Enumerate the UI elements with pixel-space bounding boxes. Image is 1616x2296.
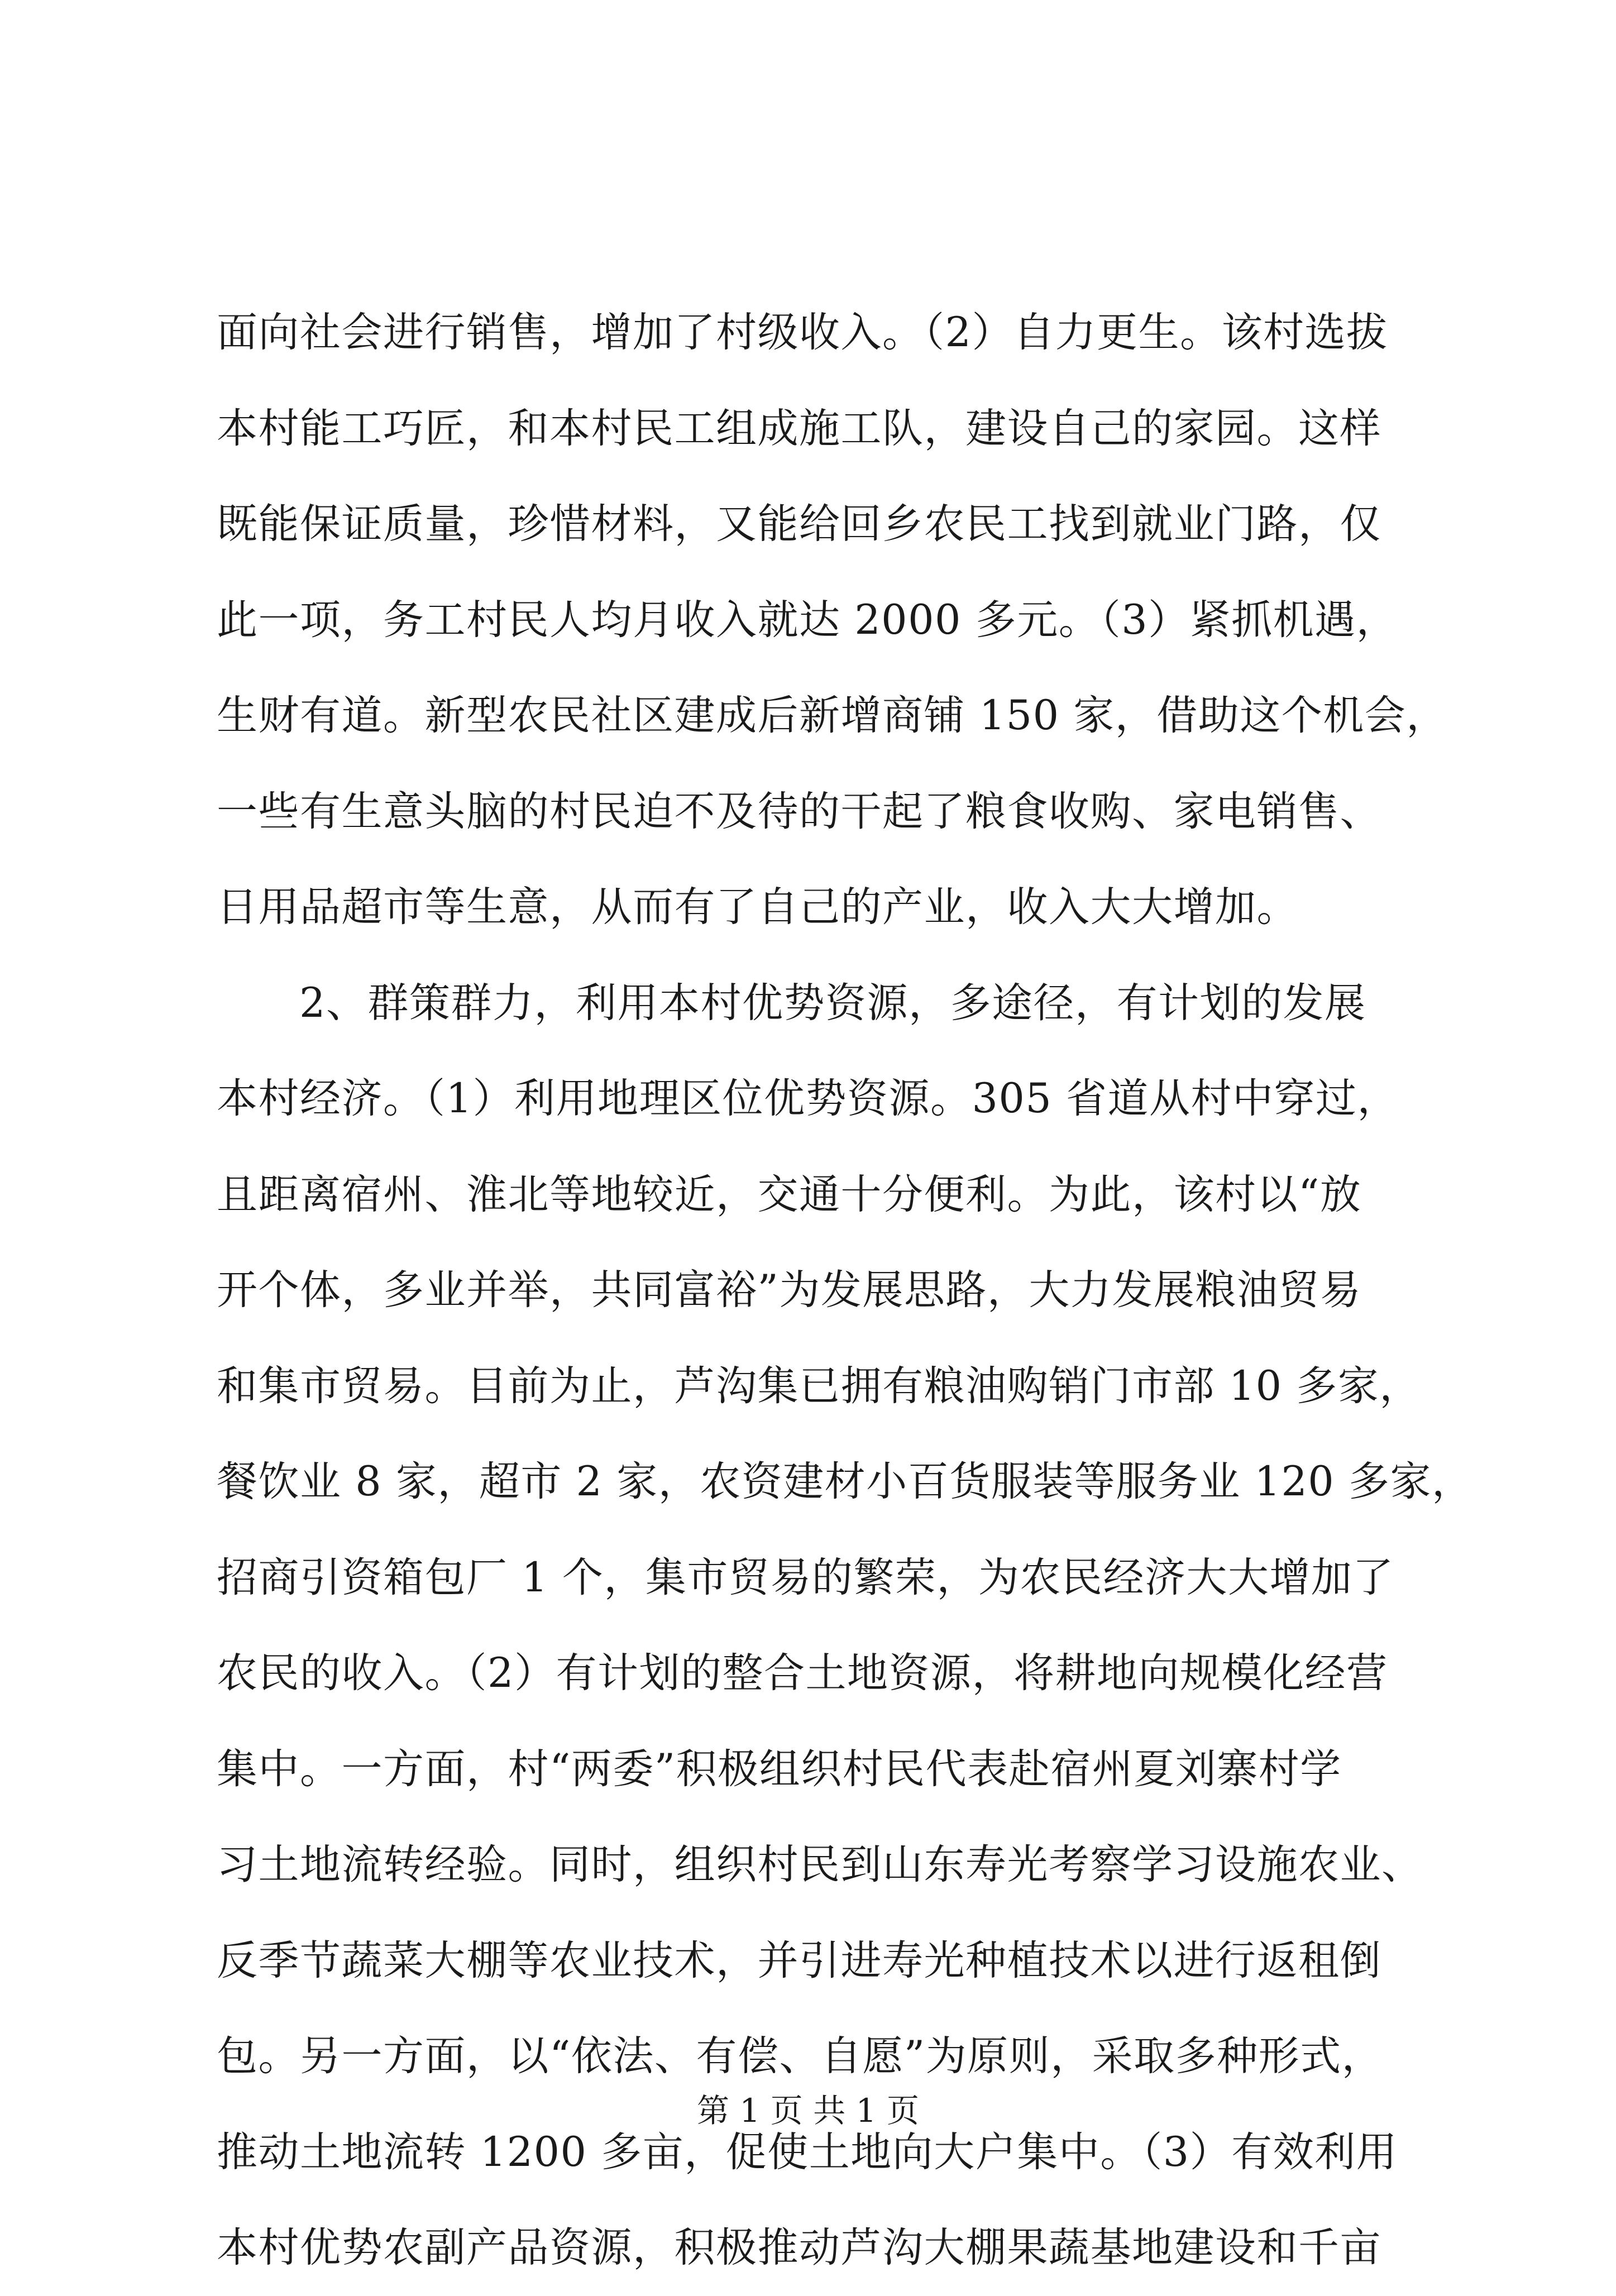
text-line: 推动土地流转 1200 多亩，促使土地向大户集中。（3）有效利用 <box>217 2128 1398 2176</box>
text-line: 包。另一方面，以“依法、有偿、自愿”为原则，采取多种形式， <box>217 2032 1384 2080</box>
text-line: 面向社会进行销售，增加了村级收入。（2）自力更生。该村选拔 <box>217 309 1388 356</box>
text-line: 本村经济。（1）利用地理区位优势资源。305 省道从村中穿过， <box>217 1075 1399 1122</box>
text-line: 餐饮业 8 家，超市 2 家，农资建材小百货服装等服务业 120 多家， <box>217 1458 1474 1505</box>
text-line: 生财有道。新型农民社区建成后新增商铺 150 家，借助这个机会， <box>217 692 1448 739</box>
text-line: 农民的收入。（2）有计划的整合土地资源，将耕地向规模化经营 <box>217 1649 1388 1697</box>
text-line: 此一项，务工村民人均月收入就达 2000 多元。（3）紧抓机遇， <box>217 596 1398 644</box>
text-line: 且距离宿州、淮北等地较近，交通十分便利。为此，该村以“放 <box>217 1170 1362 1218</box>
text-line: 既能保证质量，珍惜材料，又能给回乡农民工找到就业门路，仅 <box>217 500 1381 548</box>
text-line: 习土地流转经验。同时，组织村民到山东寿光考察学习设施农业、 <box>217 1841 1423 1888</box>
text-line: 反季节蔬菜大棚等农业技术，并引进寿光种植技术以进行返租倒 <box>217 1936 1381 1984</box>
text-line: 集中。一方面，村“两委”积极组织村民代表赴宿州夏刘寨村学 <box>217 1745 1342 1793</box>
text-line: 本村能工巧匠，和本村民工组成施工队，建设自己的家园。这样 <box>217 404 1381 452</box>
body-text <box>217 285 1474 2296</box>
paragraph-start-line: 2、群策群力，利用本村优势资源，多途径，有计划的发展 <box>299 979 1366 1027</box>
text-line: 招商引资箱包厂 1 个，集市贸易的繁荣，为农民经济大大增加了 <box>217 1553 1394 1601</box>
text-line: 日用品超市等生意，从而有了自己的产业，收入大大增加。 <box>217 883 1298 931</box>
text-line: 本村优势农副产品资源，积极推动芦沟大棚果蔬基地建设和千亩 <box>217 2224 1381 2271</box>
text-line: 开个体，多业并举，共同富裕”为发展思路，大力发展粮油贸易 <box>217 1266 1362 1314</box>
text-line: 一些有生意头脑的村民迫不及待的干起了粮食收购、家电销售、 <box>217 787 1381 835</box>
text-line: 和集市贸易。目前为止，芦沟集已拥有粮油购销门市部 10 多家， <box>217 1362 1421 1410</box>
page-footer: 第 1 页 共 1 页 <box>697 2092 919 2130</box>
